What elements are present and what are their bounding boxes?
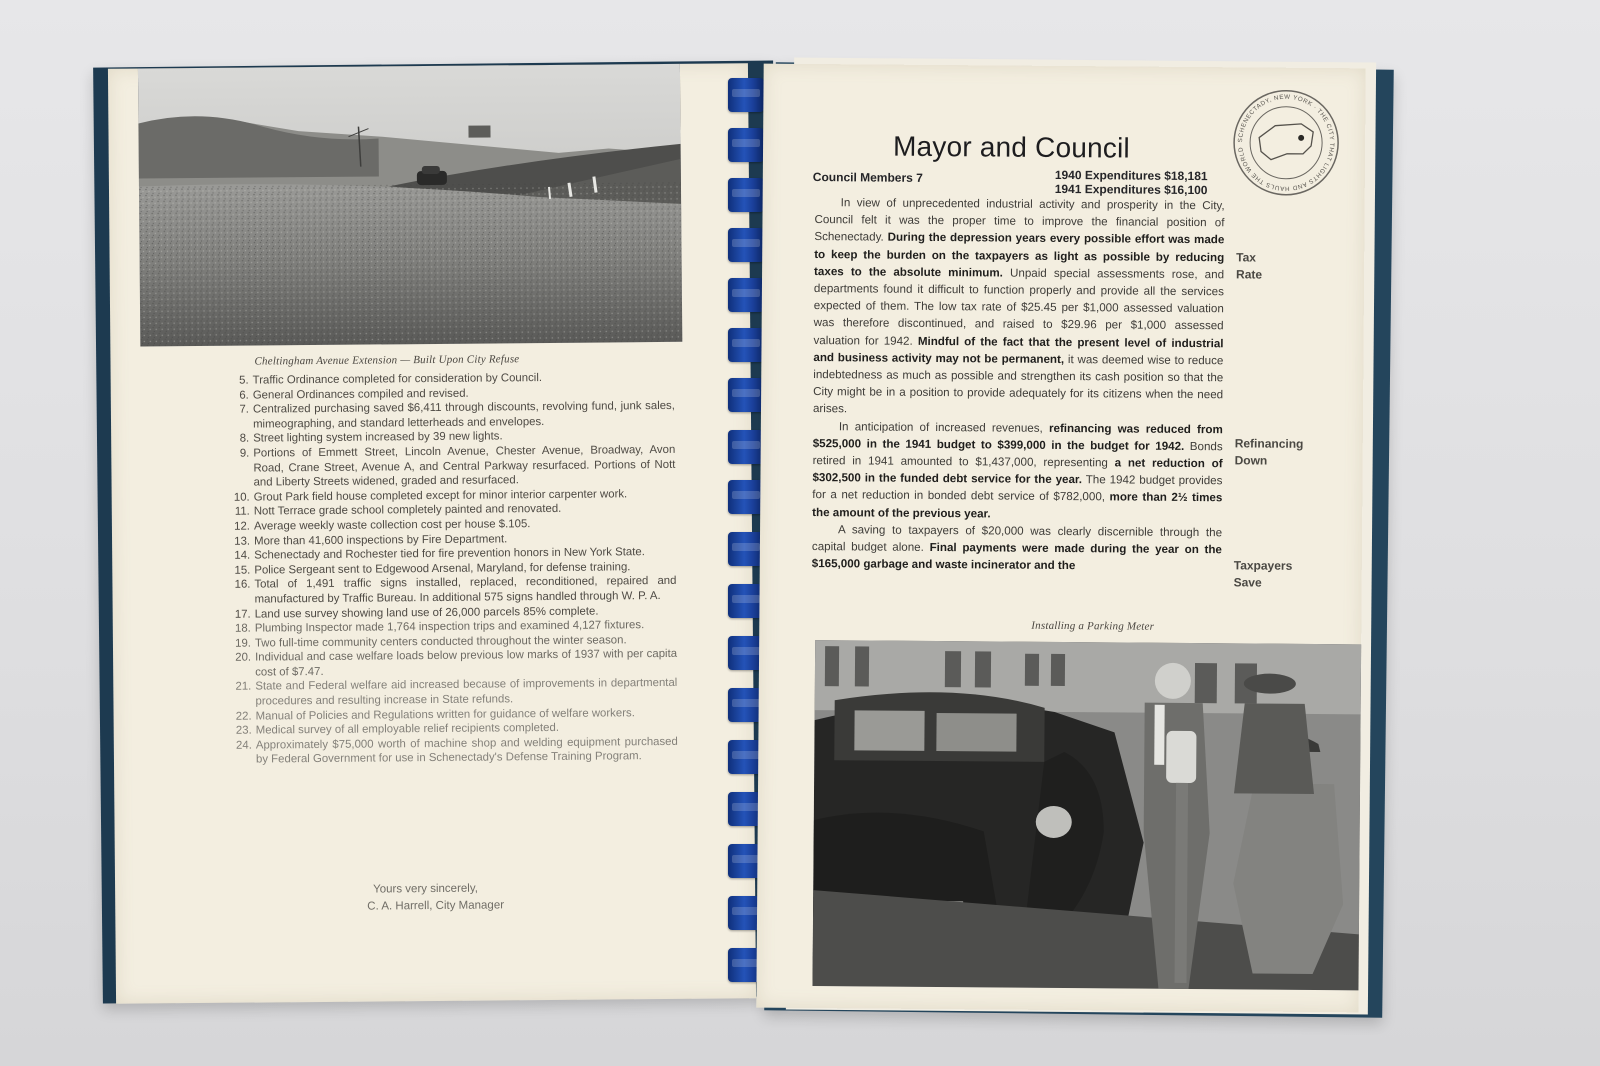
- list-item: 14. Schenectady and Rochester tied for fire prevention honors in New York State.: [234, 546, 645, 562]
- list-item: 15. Police Sergeant sent to Edgewood Arsenal, Maryland, for defense training.: [234, 560, 631, 577]
- list-item: 10. Grout Park field house completed except for minor interior carpenter work.: [233, 488, 628, 504]
- achievements-list: [235, 370, 678, 768]
- list-item: 18. Plumbing Inspector made 1,764 inspection trips and examined 4,127 fixtures.: [234, 619, 645, 635]
- expenditures-1941: 1941 Expenditures $16,100: [1054, 181, 1208, 198]
- binding-ring: [728, 78, 764, 112]
- binding-ring: [728, 128, 764, 162]
- page-title: Mayor and Council: [892, 130, 1131, 164]
- council-members: Council Members 7: [812, 170, 923, 185]
- list-item: 16. Total of 1,491 traffic signs installed, replaced, reconditioned, repaired and manufactured by Traffic Bureau. In additional 575 signs handled through W. P. A.: [234, 575, 677, 606]
- list-item: 5. Traffic Ordinance completed for consideration by Council.: [239, 372, 543, 387]
- road-photo-caption: Cheltingham Avenue Extension — Built Upon City Refuse: [254, 353, 520, 368]
- paragraph: In anticipation of increased revenues, refinancing was reduced from $525,000 in the 1941 budget to $399,000 in the budget for 1942. Bonds retired in 1941 amounted to $1,437,000, representing a net reduction of $302,500 in the funded debt service for the year. The 1942 budget provides for a net reduction in bonded debt service of $782,000, more than 2½ times the amount of the previous year.: [812, 419, 1223, 521]
- binding-ring: [728, 532, 764, 566]
- list-item: 8. Street lighting system increased by 39 new lights.: [239, 430, 503, 446]
- letter-signoff: [367, 880, 505, 915]
- expenditures-1940: 1940 Expenditures $18,181: [1054, 167, 1208, 184]
- list-item: 19. Two full-time community centers conducted throughout the winter season.: [235, 633, 627, 650]
- binding-ring: [728, 328, 764, 362]
- binding-ring: [728, 278, 764, 312]
- list-item: 23. Medical survey of all employable relief recipients completed.: [235, 722, 560, 737]
- side-note-refinancing: Refinancing Down: [1234, 436, 1304, 468]
- svg-text:SCHENECTADY, NEW YORK · THE CI: SCHENECTADY, NEW YORK · THE CITY THAT LIGHTS AND HAULS THE WORLD: [1237, 93, 1336, 192]
- list-item: 7. Centralized purchasing saved $6,411 through discounts, revolving fund, junk sales, mimeographing, and standard letterheads and envelopes.: [239, 400, 675, 431]
- list-item: 13. More than 41,600 inspections by Fire Department.: [234, 532, 508, 548]
- closing-line: Yours very sincerely,: [373, 882, 478, 896]
- side-note-taxpayers: Taxpayers Save: [1233, 558, 1293, 590]
- body-text: [812, 194, 1225, 576]
- city-seal-icon: [1231, 87, 1342, 198]
- paragraph: In view of unprecedented industrial activity and prosperity in the City, Council felt it was the proper time to improve the financial position of Schenectady. During the depression years every possible effort was made to keep the burden on the taxpayers as light as possible by reducing taxes to the absolute minimum. Unpaid special assessments rose, and departments found it difficult to function properly and provide all the services expected of them. The low tax rate of $25.45 per $1,000 assessed valuation was therefore discontinued, and raised to $29.96 per $1,000 assessed valuation for 1942. Mindful of the fact that the present level of industrial and business activity may not be permanent, it was deemed wise to reduce indebtedness as much as possible and strengthen its cash position so that the City might be in a position to provide adequately for its citizens when the need arises.: [812, 196, 1225, 416]
- left-page: [108, 63, 756, 1004]
- binding-ring: [728, 228, 764, 262]
- paragraph: A saving to taxpayers of $20,000 was clearly discernible through the capital budget alone. Final payments were made during the year on the $165,000 garbage and waste incinerator and the: [811, 523, 1223, 573]
- binding-ring: [728, 178, 764, 212]
- binding-ring: [728, 480, 764, 514]
- binding-ring: [728, 378, 764, 412]
- list-item: 17. Land use survey showing land use of 26,000 parcels 85% complete.: [234, 605, 599, 621]
- list-item: 12. Average weekly waste collection cost per house $.105.: [234, 518, 531, 533]
- list-item: 11. Nott Terrace grade school completely painted and renovated.: [234, 503, 562, 519]
- parking-meter-photo-graphic: [812, 640, 1361, 990]
- list-item: 24. Approximately $75,000 worth of machine shop and welding equipment purchased by Federal Government for use in Schenectady's Defense Training Program.: [235, 735, 678, 766]
- list-item: 6. General Ordinances compiled and revised.: [239, 387, 469, 402]
- binding-ring: [728, 430, 764, 464]
- side-note-tax-rate: Tax Rate: [1236, 250, 1263, 282]
- list-item: 22. Manual of Policies and Regulations written for guidance of welfare workers.: [235, 706, 635, 723]
- right-page: [756, 64, 1365, 1013]
- road-photo: [138, 64, 682, 347]
- parking-meter-photo: [812, 640, 1361, 990]
- list-item: 21. State and Federal welfare aid increased because of improvements in departmental procedures and resulting increase in State refunds.: [235, 677, 678, 708]
- parking-meter-caption: Installing a Parking Meter: [1031, 619, 1155, 633]
- signature-line: C. A. Harrell, City Manager: [367, 899, 505, 913]
- road-photo-graphic: [138, 64, 682, 347]
- list-item: 9. Portions of Emmett Street, Lincoln Avenue, Chester Avenue, Broadway, Avon Road, Crane Street, Avenue A, and Central Parkway resurfaced. Portions of Nott and Liberty Streets widened, graded and resurfaced.: [239, 443, 676, 489]
- list-item: 20. Individual and case welfare loads below previous low marks of 1937 with per capita cost of $7.47.: [235, 648, 678, 679]
